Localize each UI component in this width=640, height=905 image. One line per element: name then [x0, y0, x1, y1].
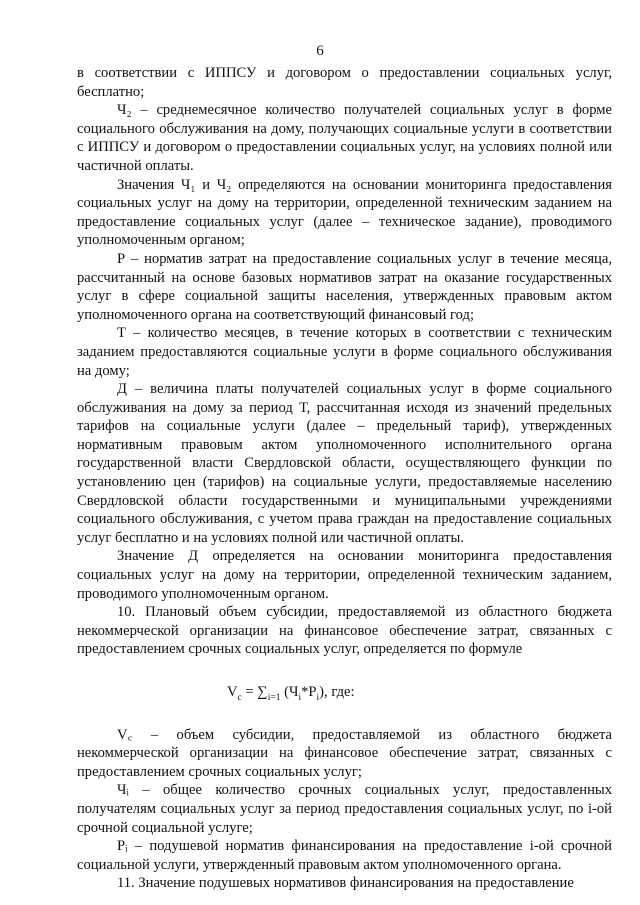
paragraph: Т – количество месяцев, в течение которых в соответствии с техническим заданием предоставляются социальные услуги в форме социального обслуживания на дому; — [77, 325, 612, 379]
paragraph: 10. Плановый объем субсидии, предоставляемой из областного бюджета некоммерческой организации на финансовое обеспечение затрат, связанных с предоставлением срочных социальных услуг, определяется по формуле — [77, 604, 612, 658]
formula-subscript: i — [316, 692, 320, 703]
paragraph: Значения Ч₁ и Ч₂ определяются на основании мониторинга предоставления социальных услуг на дому на территории, определенной техническим заданием на предоставление социальных услуг (далее – техническое задание), проводимого уполномоченным органом; — [77, 176, 612, 249]
paragraph: Д – величина платы получателей социальных услуг в форме социального обслуживания на дому за период Т, рассчитанная исходя из значений предельных тарифов на социальные услуги (далее – предельный тариф), утвержденных нормативным правовым актом уполномоченного исполнительного органа государственной власти Свердловской области, осуществляющего функции по установлению цен (тарифов) на социальные услуги, предоставляемые населению Свердловской области государственными и муниципальными учреждениями социального обслуживания, с учетом права граждан на предоставление социальных услуг бесплатно и на условиях полной или частичной оплаты. — [77, 381, 612, 546]
page-number: 6 — [316, 43, 324, 59]
formula-sum: = ∑ — [241, 684, 268, 700]
paragraph: в соответствии с ИППСУ и договором о предоставлении социальных услуг, бесплатно; — [77, 65, 612, 100]
paragraph: Р – норматив затрат на предоставление социальных услуг в течение месяца, рассчитанный на основе базовых нормативов затрат на оказание государственных услуг в сфере социальной защиты населения, утвержденных правовым актом уполномоченного органа на соответствующий финансовый год; — [77, 250, 612, 323]
formula-lhs-subscript: c — [237, 692, 242, 703]
formula-lhs: V — [227, 684, 238, 700]
definition: Pᵢ – подушевой норматив финансирования на предоставление i-ой срочной социальной услуги, утвержденный правовым актом уполномоченного органа. — [77, 838, 612, 873]
formula-body-mid: *P — [301, 684, 317, 700]
subsidy-formula — [77, 659, 612, 726]
formula-subscript: i — [298, 692, 302, 703]
definition: Чᵢ – общее количество срочных социальных услуг, предоставленных получателям социальных услуг за период предоставления социальных услуг, по i-ой срочной социальной услуге; — [77, 782, 612, 836]
definition: V꜀ – объем субсидии, предоставляемой из областного бюджета некоммерческой организации на финансовое обеспечение затрат, связанных с предоставлением срочных социальных услуг; — [77, 726, 612, 780]
formula-body-open: (Ч — [280, 684, 299, 700]
definition: 11. Значение подушевых нормативов финансирования на предоставление — [117, 875, 574, 892]
formula-body-close: ), где: — [319, 684, 355, 700]
paragraph: Значение Д определяется на основании мониторинга предоставления социальных услуг на дому на территории, определенной техническим заданием, проводимого уполномоченным органом. — [77, 548, 612, 602]
paragraph: Ч₂ – среднемесячное количество получателей социальных услуг в форме социального обслуживания на дому, получающих социальные услуги в соответствии с ИППСУ и договором о предоставлении социальных услуг, на условиях полной или частичной оплаты. — [77, 102, 612, 174]
formula-sum-subscript: i=1 — [267, 692, 281, 703]
document-body — [77, 64, 612, 893]
